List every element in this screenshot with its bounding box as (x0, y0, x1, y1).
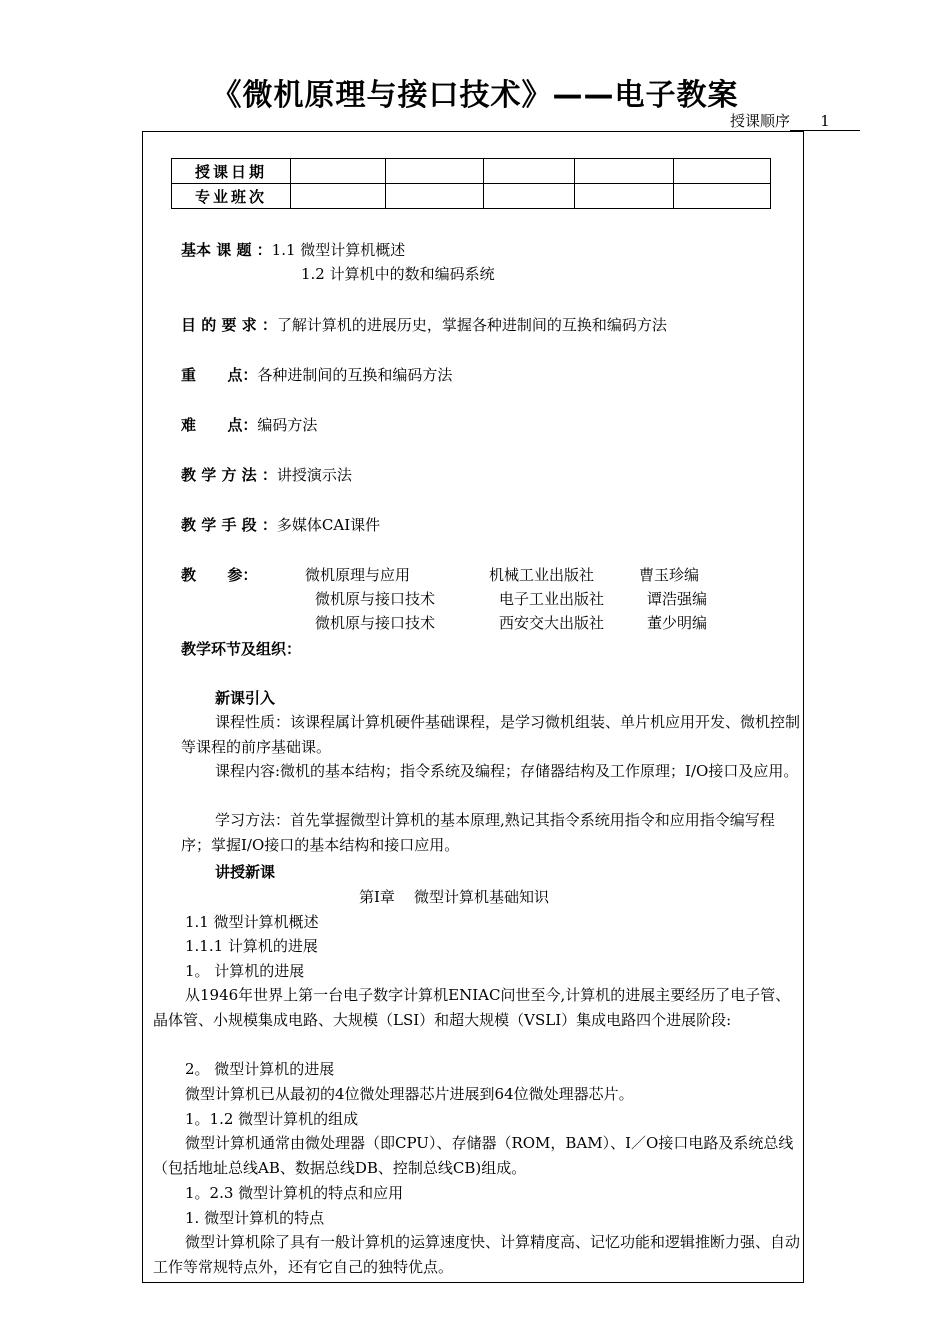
ref-publisher: 西安交大出版社 (499, 614, 605, 632)
topic-2: 1.2 计算机中的数和编码系统 (301, 265, 495, 283)
course-nature: 课程性质：该课程属计算机硬件基础课程，是学习微机组装、单片机应用开发、微机控制等课程的前序基础课。 (181, 713, 801, 756)
means-text: 多媒体CAI课件 (276, 516, 381, 534)
table-cell (674, 159, 771, 184)
section-heading: 1.1.1 计算机的进展 (185, 937, 318, 955)
table-cell (484, 184, 575, 209)
section-heading: 1. 微型计算机的特点 (185, 1209, 325, 1227)
table-cell (291, 159, 386, 184)
sequence-value: 1 (790, 112, 860, 131)
table-cell (575, 184, 674, 209)
lecture-heading: 讲授新课 (215, 863, 276, 881)
method-label: 教 学 方 法 ： (181, 466, 277, 484)
ref-publisher: 机械工业出版社 (489, 566, 595, 584)
sequence-label: 授课顺序 (729, 112, 790, 130)
key-text: 各种进制间的互换和编码方法 (257, 366, 453, 384)
goal-label: 目 的 要 求 ： (181, 316, 277, 334)
ref-book: 微机原与接口技术 (315, 614, 436, 632)
section-heading: 1。1.2 微型计算机的组成 (185, 1110, 359, 1128)
study-method: 学习方法：首先掌握微型计算机的基本原理,熟记其指令系统用指令和应用指令编写程序；掌握I/O接口的基本结构和接口应用。 (181, 811, 775, 854)
table-row (172, 159, 771, 184)
goal-text: 了解计算机的进展历史，掌握各种进制间的互换和编码方法 (276, 316, 667, 334)
topic-label: 基本 课 题 ： (181, 241, 272, 259)
page-title: 《微机原理与接口技术》——电子教案 (211, 78, 739, 113)
chapter-title: 第Ⅰ章 微型计算机基础知识 (359, 888, 549, 906)
section-heading: 1。2.3 微型计算机的特点和应用 (185, 1184, 404, 1202)
table-cell (484, 159, 575, 184)
key-row (181, 364, 452, 385)
table-cell (674, 184, 771, 209)
section-heading: 2。 微型计算机的进展 (185, 1060, 335, 1078)
ref-author: 董少明编 (647, 614, 708, 632)
ref-book: 微机原与接口技术 (315, 590, 436, 608)
ref-author: 曹玉珍编 (639, 566, 700, 584)
hard-label: 难 点： (181, 416, 258, 434)
section-heading: 1.1 微型计算机概述 (185, 913, 319, 931)
method-text: 讲授演示法 (276, 466, 352, 484)
table-row (172, 184, 771, 209)
key-label: 重 点： (181, 366, 258, 384)
ref-label: 教 参： (181, 566, 258, 584)
table-cell (575, 159, 674, 184)
lesson-frame (142, 131, 804, 1283)
course-content: 课程内容:微机的基本结构；指令系统及编程；存储器结构及工作原理；I/O接口及应用。 (215, 762, 799, 780)
method-row (181, 464, 352, 485)
table-cell (386, 159, 484, 184)
date-label: 授课日期 (172, 159, 291, 184)
means-label: 教 学 手 段 ： (181, 516, 277, 534)
paragraph: 从1946年世界上第一台电子数字计算机ENIAC问世至今,计算机的进展主要经历了电子管、晶体管、小规模集成电路、大规模（LSI）和超大规模（VSLI）集成电路四个进展阶段: (153, 986, 791, 1029)
topic-1: 1.1 微型计算机概述 (271, 241, 406, 259)
section-heading: 1。 计算机的进展 (185, 962, 305, 980)
goal-row (181, 314, 667, 335)
hard-row (181, 414, 317, 435)
org-label: 教学环节及组织： (181, 640, 302, 658)
ref-author: 谭浩强编 (647, 590, 708, 608)
paragraph: 微型计算机除了具有一般计算机的运算速度快、计算精度高、记忆功能和逻辑推断力强、自动工作等常规特点外，还有它自己的独特优点。 (153, 1233, 801, 1276)
lesson-sequence (730, 110, 860, 131)
hard-text: 编码方法 (257, 416, 318, 434)
info-table (171, 158, 771, 209)
intro-heading: 新课引入 (215, 689, 276, 707)
ref-publisher: 电子工业出版社 (499, 590, 605, 608)
ref-row (181, 564, 257, 585)
means-row (181, 514, 380, 535)
class-label: 专业班次 (172, 184, 291, 209)
paragraph: 微型计算机已从最初的4位微处理器芯片进展到64位微处理器芯片。 (185, 1085, 634, 1103)
table-cell (291, 184, 386, 209)
ref-book: 微机原理与应用 (305, 566, 411, 584)
paragraph: 微型计算机通常由微处理器（即CPU）、存储器（ROM，BAM）、I／O接口电路及系统总线（包括地址总线AB、数据总线DB、控制总线CB)组成。 (153, 1134, 794, 1177)
topic-row (181, 239, 405, 260)
table-cell (386, 184, 484, 209)
